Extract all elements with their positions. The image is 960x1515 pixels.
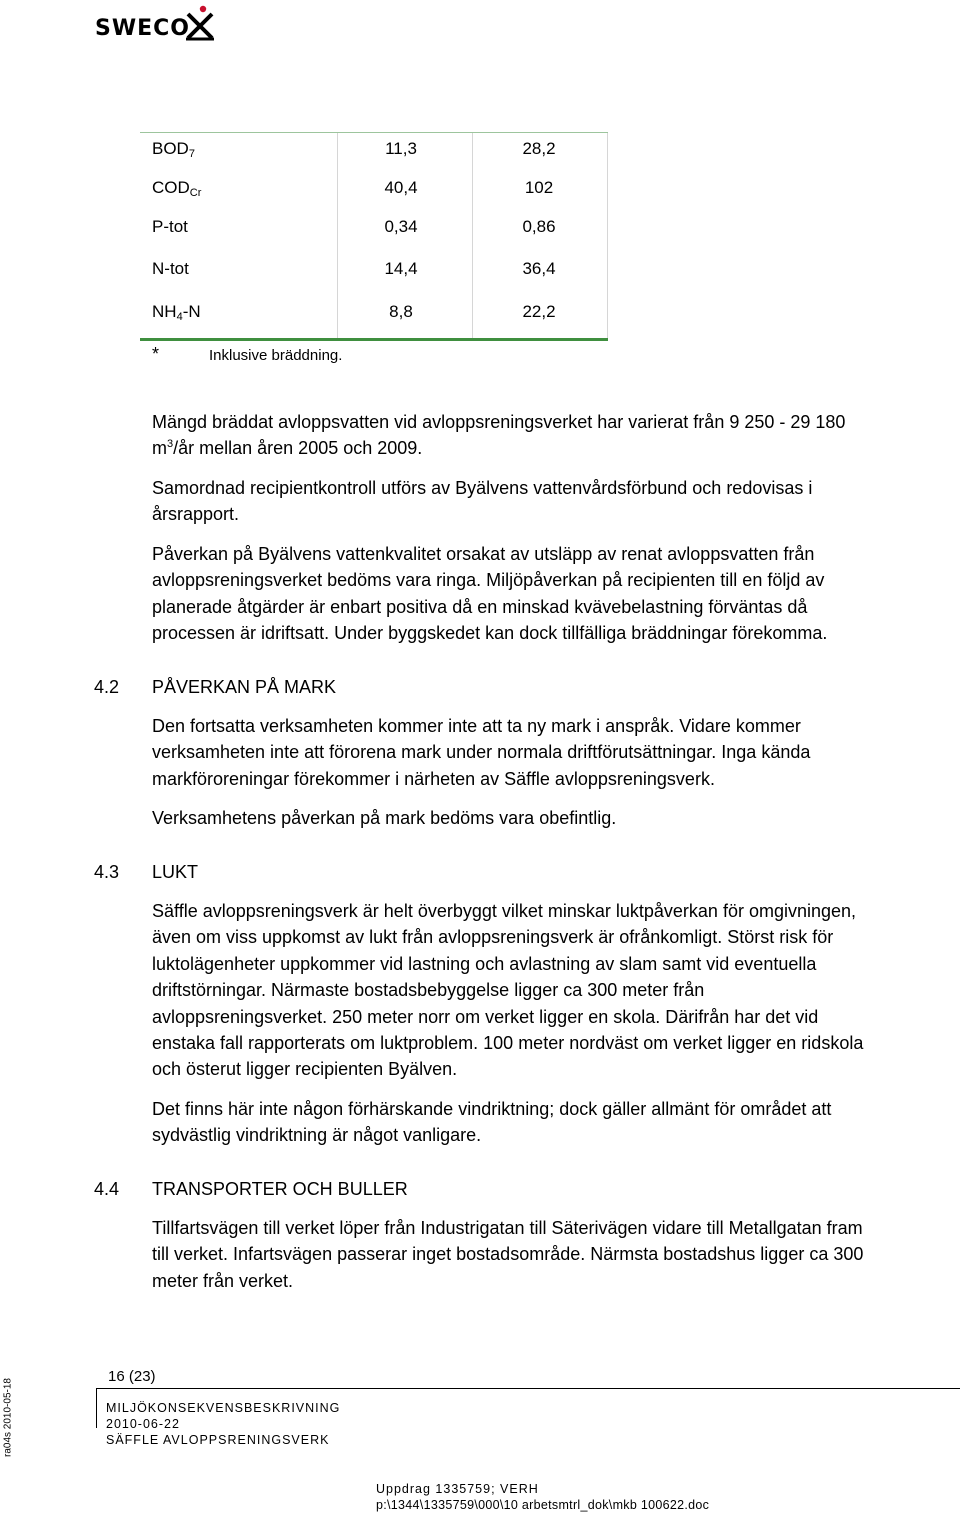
- footer-assignment: Uppdrag 1335759; VERH: [376, 1482, 539, 1496]
- footer-file-path: p:\1344\1335759\000\10 arbetsmtrl_dok\mkb 100622.doc: [376, 1498, 710, 1512]
- table-cell-parameter: $BOD_7$: [152, 139, 195, 160]
- text-line: även om viss uppkomst av lukt från avloppsreningsverk är ofrånkomligt. Störst risk för: [152, 927, 834, 948]
- table-cell-value: 22,2: [522, 302, 556, 321]
- text-line: Samordnad recipientkontroll utförs av Byälvens vattenvårdsförbund och redovisas i: [152, 478, 813, 498]
- table-top-rule: [140, 132, 608, 133]
- paragraph-transport: [152, 1215, 957, 1294]
- text-line: processen är idriftsatt. Under byggskedet kan dock tillfälliga bräddningar förekomma.: [152, 623, 828, 644]
- text-line: verksamheten inte att förorena mark under normala driftförutsättningar. Inga kända: [152, 742, 811, 763]
- text-line: Säffle avloppsreningsverk är helt överbyggt vilket minskar luktpåverkan för omgivningen,: [152, 901, 857, 921]
- table-cell-value: 8,8: [389, 302, 413, 321]
- table-cell-value: 0,86: [522, 217, 556, 236]
- text-line: Tillfartsvägen till verket löper från Industrigatan till Säterivägen vidare till Metallgatan fram: [152, 1218, 863, 1238]
- text-line: driftstörningar. Närmaste bostadsbebyggelse ligger ca 300 meter från: [152, 980, 705, 1001]
- table-cell-value: 36,4: [522, 259, 556, 278]
- text-line: avloppsreningsverket bedöms vara ringa. Miljöpåverkan på recipienten till en följd av: [152, 570, 825, 591]
- footer-rule-vertical: [96, 1388, 97, 1428]
- table-cell-value: 40,4: [384, 178, 418, 197]
- section-heading: LUKT: [152, 862, 199, 882]
- table-column-divider: [472, 133, 473, 338]
- footer-date: 2010-06-22: [106, 1417, 180, 1431]
- text-line: Påverkan på Byälvens vattenkvalitet orsakat av utsläpp av renat avloppsvatten från: [152, 544, 815, 564]
- table-cell-value: 14,4: [384, 259, 418, 278]
- table-cell-parameter: $COD_{Cr}$: [152, 178, 202, 199]
- text-line: avloppsreningsverket. 250 meter norr om verket ligger en skola. Därifrån har det vid: [152, 1006, 819, 1027]
- table-column-divider: [337, 133, 338, 338]
- paragraph-mark-conclusion: [152, 805, 957, 831]
- table-cell-value: 28,2: [522, 139, 556, 158]
- footer-rule: [96, 1388, 960, 1389]
- sweco-logo-text: SWECO: [95, 16, 190, 41]
- table-cell-parameter: P-tot: [152, 217, 188, 236]
- section-number: 4.4: [94, 1179, 120, 1199]
- paragraph-wind: [152, 1096, 957, 1149]
- table-bottom-rule: [140, 338, 608, 341]
- text-line: Mängd bräddat avloppsvatten vid avloppsreningsverket har varierat från 9 250 - 29 180: [152, 412, 846, 432]
- text-line: markföroreningar förekommer i närheten av Säffle avloppsreningsverk.: [152, 768, 715, 789]
- text-line: sydvästlig vindriktning är något vanligare.: [152, 1125, 482, 1146]
- footnote-text: Inklusive bräddning.: [209, 347, 343, 364]
- table-cell-value: 0,34: [384, 217, 418, 236]
- paragraph-water-impact: [152, 541, 957, 647]
- text-line: Den fortsatta verksamheten kommer inte att ta ny mark i anspråk. Vidare kommer: [152, 716, 801, 736]
- paragraph-recipient-control: [152, 475, 957, 528]
- table-cell-parameter: N-tot: [152, 259, 189, 278]
- text-line: Det finns här inte någon förhärskande vindriktning; dock gäller allmänt för området att: [152, 1099, 832, 1119]
- text-line: och österut ligger recipienten Byälven.: [152, 1059, 458, 1080]
- text-line: luktolägenheter uppkommer vid lastning och avlastning av slam samt vid eventuella: [152, 953, 817, 974]
- paragraph-mark: [152, 713, 957, 792]
- page-number: 16 (23): [108, 1368, 156, 1385]
- text-line: enstaka fall rapporterats om luktproblem. 100 meter nordväst om verket ligger en ridskola: [152, 1033, 864, 1054]
- table-cell-value: 11,3: [385, 139, 417, 158]
- paragraph-overflow: [152, 409, 957, 462]
- section-heading: PÅVERKAN PÅ MARK: [152, 677, 337, 697]
- footer-project: SÄFFLE AVLOPPSRENINGSVERK: [106, 1433, 330, 1447]
- footer-doc-type: MILJÖKONSEKVENSBESKRIVNING: [106, 1401, 341, 1415]
- text-line: meter från verket.: [152, 1270, 294, 1291]
- text-line: årsrapport.: [152, 504, 240, 525]
- side-template-code: ra04s 2010-05-18: [2, 1378, 14, 1457]
- text-line: till verket. Infartsvägen passerar inget bostadsområde. Närmsta bostadshus ligger ca 300: [152, 1244, 864, 1265]
- paragraph-odour: [152, 898, 957, 1083]
- text-line: planerade åtgärder är enbart positiva då en minskad kvävebelastning förväntas då: [152, 596, 808, 617]
- section-number: 4.2: [94, 677, 120, 697]
- footnote-mark: *: [152, 344, 160, 364]
- section-heading: TRANSPORTER OCH BULLER: [152, 1179, 408, 1199]
- table-cell-parameter: $NH_4-N$: [152, 302, 201, 323]
- sweco-logo-icon: [184, 4, 216, 42]
- text-line: $m^3/år$ mellan åren 2005 och 2009.: [152, 438, 423, 459]
- text-line: Verksamhetens påverkan på mark bedöms vara obefintlig.: [152, 808, 617, 828]
- section-number: 4.3: [94, 862, 120, 882]
- table-column-divider: [607, 133, 608, 338]
- table-cell-value: 102: [524, 178, 554, 197]
